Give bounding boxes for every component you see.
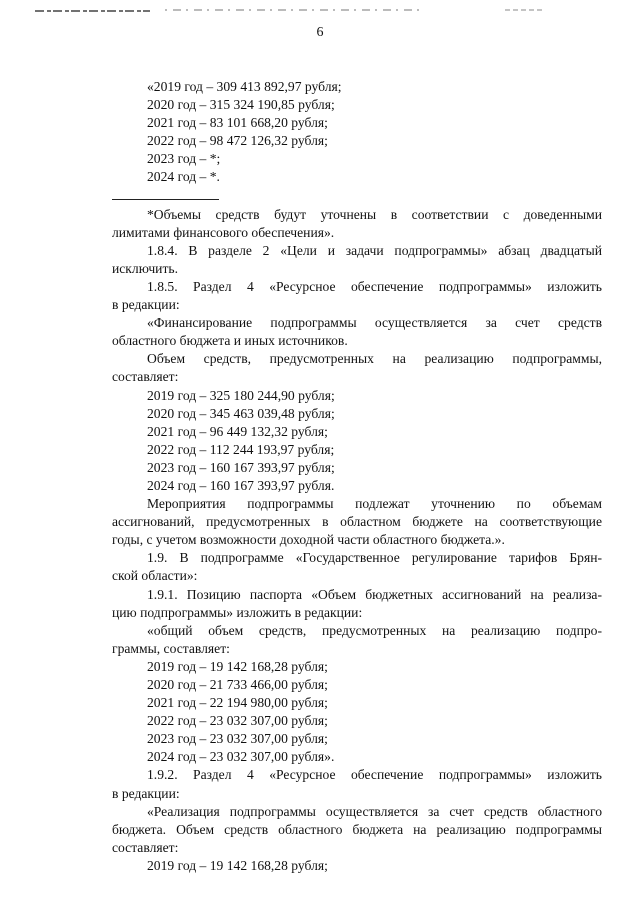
paragraph-line: составляет:: [112, 839, 179, 855]
paragraph-line: 1.9.1. Позицию паспорта «Объем бюджетных ассигнований на реализа-: [147, 586, 602, 602]
amount-list-1: [112, 78, 602, 187]
paragraph-line: «Реализация подпрограммы осуществляется за счет средств областного: [147, 803, 602, 819]
paragraph-line: 1.8.5. Раздел 4 «Ресурсное обеспечение подпрограммы» изложить: [147, 278, 602, 294]
list-item: 2021 год – 22 194 980,00 рубля;: [147, 695, 328, 711]
list-item: 2023 год – 23 032 307,00 рубля;: [147, 731, 328, 747]
paragraph-line: цию подпрограммы» изложить в редакции:: [112, 604, 363, 620]
paragraph-line: исключить.: [112, 260, 178, 276]
paragraph-line: 1.9.2. Раздел 4 «Ресурсное обеспечение подпрограммы» изложить: [147, 767, 602, 783]
footnote-line: лимитами финансового обеспечения».: [112, 224, 335, 240]
scan-artifact-top: [0, 0, 640, 18]
list-item: 2021 год – 96 449 132,32 рубля;: [147, 423, 328, 439]
paragraph-total-volume: [112, 622, 602, 658]
paragraph-financing: [112, 314, 602, 350]
paragraph-line: в редакции:: [112, 297, 180, 313]
list-item: «2019 год – 309 413 892,97 рубля;: [147, 79, 342, 94]
list-item: 2020 год – 21 733 466,00 рубля;: [147, 677, 328, 692]
list-item: 2020 год – 315 324 190,85 рубля;: [147, 97, 335, 113]
paragraph-line: Мероприятия подпрограммы подлежат уточнению по объемам: [147, 496, 602, 512]
paragraph-line: бюджета. Объем средств областного бюджета на реализацию подпрограммы: [112, 821, 602, 837]
paragraph-1-8-4: [112, 242, 602, 278]
list-item: 2022 год – 112 244 193,97 рубля;: [147, 441, 335, 457]
paragraph-line: «Финансирование подпрограммы осуществляется за счет средств: [147, 315, 602, 331]
paragraph-line: годы, с учетом возможности доходной части областного бюджета.».: [112, 532, 505, 548]
list-item: 2023 год – *;: [147, 151, 221, 167]
list-item: 2019 год – 19 142 168,28 рубля;: [147, 857, 328, 873]
list-item: 2024 год – *.: [147, 169, 220, 185]
page-number: 6: [316, 25, 324, 40]
list-item: 2019 год – 19 142 168,28 рубля;: [147, 658, 328, 674]
footnote-separator: [112, 199, 219, 200]
amount-list-2: [112, 387, 602, 496]
paragraph-volume: [112, 350, 602, 386]
list-item: 2024 год – 160 167 393,97 рубля.: [147, 477, 335, 493]
paragraph-1-8-5: [112, 278, 602, 314]
list-item: 2023 год – 160 167 393,97 рубля;: [147, 459, 335, 475]
paragraph-line: «общий объем средств, предусмотренных на реализацию подпро-: [147, 622, 602, 638]
paragraph-implementation: [112, 803, 602, 857]
footnote: [112, 206, 602, 242]
paragraph-1-9: [112, 549, 602, 585]
list-item: 2020 год – 345 463 039,48 рубля;: [147, 405, 335, 421]
paragraph-line: в редакции:: [112, 785, 180, 801]
paragraph-line: областного бюджета и иных источников.: [112, 333, 348, 349]
amount-list-4: [112, 857, 602, 875]
list-item: 2024 год – 23 032 307,00 рубля».: [147, 749, 335, 765]
footnote-line: *Объемы средств будут уточнены в соответствии с доведенными: [147, 206, 602, 222]
paragraph-line: ассигнований, предусмотренных в областном бюджете на соответствующие: [112, 514, 602, 530]
paragraph-line: составляет:: [112, 369, 179, 385]
list-item: 2019 год – 325 180 244,90 рубля;: [147, 387, 335, 403]
document-body: [112, 78, 602, 875]
paragraph-line: 1.9. В подпрограмме «Государственное регулирование тарифов Брян-: [147, 550, 602, 566]
list-item: 2022 год – 98 472 126,32 рубля;: [147, 133, 328, 149]
list-item: 2021 год – 83 101 668,20 рубля;: [147, 115, 328, 131]
amount-list-3: [112, 658, 602, 767]
paragraph-line: граммы, составляет:: [112, 640, 230, 656]
list-item: 2022 год – 23 032 307,00 рубля;: [147, 713, 328, 729]
paragraph-1-9-1: [112, 586, 602, 622]
paragraph-line: ской области»:: [112, 568, 198, 584]
paragraph-measures: [112, 495, 602, 549]
paragraph-line: 1.8.4. В разделе 2 «Цели и задачи подпрограммы» абзац двадцатый: [147, 242, 602, 258]
paragraph-line: Объем средств, предусмотренных на реализацию подпрограммы,: [147, 351, 602, 367]
paragraph-1-9-2: [112, 766, 602, 802]
